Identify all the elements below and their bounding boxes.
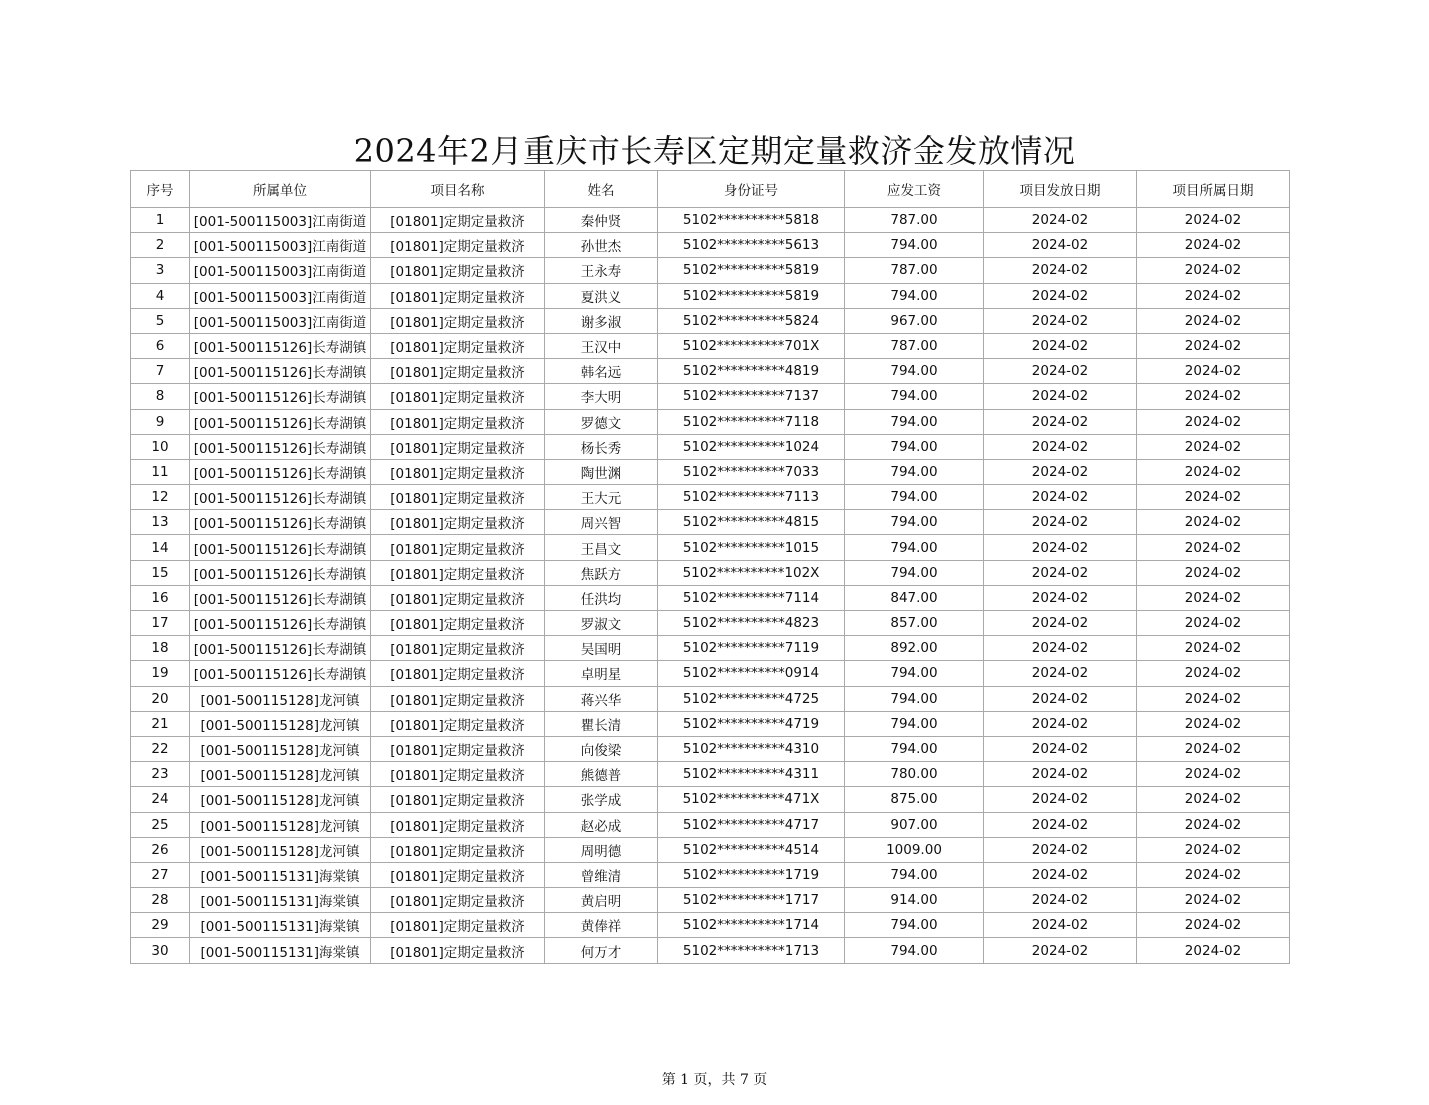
table-row	[131, 938, 1290, 963]
cell-payment-date: 2024-02	[984, 736, 1137, 761]
cell-serial-no: 12	[131, 485, 190, 510]
cell-id-number: 5102**********4311	[658, 762, 845, 787]
cell-unit: [001-500115126]长寿湖镇	[190, 510, 371, 535]
cell-payment-date: 2024-02	[984, 283, 1137, 308]
cell-serial-no: 21	[131, 711, 190, 736]
cell-unit: [001-500115126]长寿湖镇	[190, 333, 371, 358]
cell-payment-date: 2024-02	[984, 812, 1137, 837]
cell-serial-no: 5	[131, 308, 190, 333]
cell-unit: [001-500115128]龙河镇	[190, 762, 371, 787]
cell-payable-amount: 857.00	[845, 611, 984, 636]
cell-payable-amount: 847.00	[845, 585, 984, 610]
cell-unit: [001-500115126]长寿湖镇	[190, 661, 371, 686]
cell-project-name: [01801]定期定量救济	[371, 384, 545, 409]
cell-payment-date: 2024-02	[984, 913, 1137, 938]
cell-payable-amount: 794.00	[845, 510, 984, 535]
cell-serial-no: 9	[131, 409, 190, 434]
cell-name: 张学成	[545, 787, 658, 812]
cell-payment-date: 2024-02	[984, 661, 1137, 686]
cell-period-date: 2024-02	[1137, 258, 1290, 283]
cell-unit: [001-500115126]长寿湖镇	[190, 485, 371, 510]
cell-period-date: 2024-02	[1137, 661, 1290, 686]
cell-payable-amount: 907.00	[845, 812, 984, 837]
cell-unit: [001-500115131]海棠镇	[190, 913, 371, 938]
cell-period-date: 2024-02	[1137, 535, 1290, 560]
cell-id-number: 5102**********701X	[658, 333, 845, 358]
cell-name: 吴国明	[545, 636, 658, 661]
cell-payment-date: 2024-02	[984, 308, 1137, 333]
table-row	[131, 661, 1290, 686]
cell-payment-date: 2024-02	[984, 611, 1137, 636]
table-row	[131, 787, 1290, 812]
cell-payable-amount: 875.00	[845, 787, 984, 812]
cell-project-name: [01801]定期定量救济	[371, 812, 545, 837]
cell-payment-date: 2024-02	[984, 862, 1137, 887]
cell-payable-amount: 794.00	[845, 736, 984, 761]
cell-project-name: [01801]定期定量救济	[371, 535, 545, 560]
cell-period-date: 2024-02	[1137, 636, 1290, 661]
table-row	[131, 736, 1290, 761]
cell-period-date: 2024-02	[1137, 283, 1290, 308]
cell-name: 秦仲贤	[545, 208, 658, 233]
cell-name: 曾维清	[545, 862, 658, 887]
cell-project-name: [01801]定期定量救济	[371, 208, 545, 233]
cell-serial-no: 11	[131, 459, 190, 484]
cell-payable-amount: 787.00	[845, 258, 984, 283]
cell-name: 焦跃方	[545, 560, 658, 585]
cell-unit: [001-500115128]龙河镇	[190, 736, 371, 761]
cell-serial-no: 10	[131, 434, 190, 459]
cell-period-date: 2024-02	[1137, 938, 1290, 963]
table-row	[131, 686, 1290, 711]
table-row	[131, 434, 1290, 459]
cell-id-number: 5102**********1717	[658, 888, 845, 913]
cell-payable-amount: 892.00	[845, 636, 984, 661]
cell-name: 韩名远	[545, 359, 658, 384]
cell-serial-no: 13	[131, 510, 190, 535]
cell-unit: [001-500115126]长寿湖镇	[190, 459, 371, 484]
table-row	[131, 711, 1290, 736]
cell-project-name: [01801]定期定量救济	[371, 560, 545, 585]
cell-project-name: [01801]定期定量救济	[371, 888, 545, 913]
cell-id-number: 5102**********7137	[658, 384, 845, 409]
cell-id-number: 5102**********4819	[658, 359, 845, 384]
cell-payable-amount: 794.00	[845, 409, 984, 434]
cell-unit: [001-500115128]龙河镇	[190, 711, 371, 736]
cell-name: 谢多淑	[545, 308, 658, 333]
cell-name: 熊德普	[545, 762, 658, 787]
cell-serial-no: 26	[131, 837, 190, 862]
cell-payable-amount: 914.00	[845, 888, 984, 913]
table-row	[131, 837, 1290, 862]
cell-unit: [001-500115126]长寿湖镇	[190, 535, 371, 560]
cell-project-name: [01801]定期定量救济	[371, 686, 545, 711]
cell-id-number: 5102**********4823	[658, 611, 845, 636]
cell-project-name: [01801]定期定量救济	[371, 233, 545, 258]
cell-payable-amount: 794.00	[845, 485, 984, 510]
cell-payable-amount: 780.00	[845, 762, 984, 787]
cell-project-name: [01801]定期定量救济	[371, 459, 545, 484]
cell-project-name: [01801]定期定量救济	[371, 938, 545, 963]
cell-payable-amount: 794.00	[845, 661, 984, 686]
page-number: 第 1 页，共 7 页	[661, 1072, 768, 1088]
cell-payable-amount: 794.00	[845, 938, 984, 963]
cell-id-number: 5102**********4717	[658, 812, 845, 837]
cell-payment-date: 2024-02	[984, 359, 1137, 384]
cell-unit: [001-500115126]长寿湖镇	[190, 409, 371, 434]
cell-unit: [001-500115131]海棠镇	[190, 888, 371, 913]
table-row	[131, 384, 1290, 409]
cell-id-number: 5102**********7113	[658, 485, 845, 510]
table-row	[131, 283, 1290, 308]
table-row	[131, 560, 1290, 585]
cell-id-number: 5102**********5824	[658, 308, 845, 333]
cell-name: 瞿长清	[545, 711, 658, 736]
cell-id-number: 5102**********1024	[658, 434, 845, 459]
cell-name: 孙世杰	[545, 233, 658, 258]
cell-serial-no: 15	[131, 560, 190, 585]
table-header-row	[131, 171, 1290, 208]
cell-serial-no: 16	[131, 585, 190, 610]
cell-name: 杨长秀	[545, 434, 658, 459]
cell-period-date: 2024-02	[1137, 711, 1290, 736]
table-row	[131, 611, 1290, 636]
cell-name: 罗德文	[545, 409, 658, 434]
cell-id-number: 5102**********5819	[658, 283, 845, 308]
cell-project-name: [01801]定期定量救济	[371, 611, 545, 636]
cell-id-number: 5102**********1719	[658, 862, 845, 887]
cell-period-date: 2024-02	[1137, 736, 1290, 761]
cell-period-date: 2024-02	[1137, 585, 1290, 610]
cell-unit: [001-500115126]长寿湖镇	[190, 359, 371, 384]
cell-name: 蒋兴华	[545, 686, 658, 711]
table-row	[131, 888, 1290, 913]
cell-id-number: 5102**********0914	[658, 661, 845, 686]
cell-period-date: 2024-02	[1137, 913, 1290, 938]
cell-project-name: [01801]定期定量救济	[371, 359, 545, 384]
cell-period-date: 2024-02	[1137, 308, 1290, 333]
cell-period-date: 2024-02	[1137, 384, 1290, 409]
cell-period-date: 2024-02	[1137, 409, 1290, 434]
cell-serial-no: 27	[131, 862, 190, 887]
header-payable-amount: 应发工资	[845, 171, 984, 208]
cell-payable-amount: 794.00	[845, 711, 984, 736]
cell-id-number: 5102**********7119	[658, 636, 845, 661]
cell-payable-amount: 794.00	[845, 359, 984, 384]
cell-project-name: [01801]定期定量救济	[371, 736, 545, 761]
cell-name: 罗淑文	[545, 611, 658, 636]
cell-payment-date: 2024-02	[984, 938, 1137, 963]
cell-payment-date: 2024-02	[984, 711, 1137, 736]
cell-project-name: [01801]定期定量救济	[371, 636, 545, 661]
cell-serial-no: 30	[131, 938, 190, 963]
cell-id-number: 5102**********7033	[658, 459, 845, 484]
table-row	[131, 762, 1290, 787]
cell-name: 陶世渊	[545, 459, 658, 484]
cell-payment-date: 2024-02	[984, 208, 1137, 233]
cell-payment-date: 2024-02	[984, 535, 1137, 560]
cell-serial-no: 1	[131, 208, 190, 233]
cell-payment-date: 2024-02	[984, 409, 1137, 434]
cell-unit: [001-500115126]长寿湖镇	[190, 560, 371, 585]
cell-name: 赵必成	[545, 812, 658, 837]
cell-period-date: 2024-02	[1137, 333, 1290, 358]
cell-serial-no: 18	[131, 636, 190, 661]
cell-unit: [001-500115126]长寿湖镇	[190, 384, 371, 409]
cell-id-number: 5102**********4514	[658, 837, 845, 862]
cell-serial-no: 8	[131, 384, 190, 409]
table-row	[131, 409, 1290, 434]
relief-payment-table	[130, 170, 1290, 964]
cell-payment-date: 2024-02	[984, 787, 1137, 812]
cell-id-number: 5102**********7114	[658, 585, 845, 610]
cell-period-date: 2024-02	[1137, 560, 1290, 585]
cell-period-date: 2024-02	[1137, 459, 1290, 484]
cell-unit: [001-500115126]长寿湖镇	[190, 636, 371, 661]
cell-id-number: 5102**********7118	[658, 409, 845, 434]
cell-project-name: [01801]定期定量救济	[371, 585, 545, 610]
cell-id-number: 5102**********5819	[658, 258, 845, 283]
table-row	[131, 359, 1290, 384]
cell-project-name: [01801]定期定量救济	[371, 711, 545, 736]
cell-serial-no: 6	[131, 333, 190, 358]
cell-period-date: 2024-02	[1137, 208, 1290, 233]
cell-name: 王汉中	[545, 333, 658, 358]
cell-payable-amount: 794.00	[845, 862, 984, 887]
page-title: 2024年2月重庆市长寿区定期定量救济金发放情况	[353, 132, 1076, 170]
cell-payment-date: 2024-02	[984, 636, 1137, 661]
table-row	[131, 585, 1290, 610]
cell-unit: [001-500115128]龙河镇	[190, 686, 371, 711]
cell-period-date: 2024-02	[1137, 233, 1290, 258]
cell-period-date: 2024-02	[1137, 485, 1290, 510]
cell-serial-no: 29	[131, 913, 190, 938]
cell-payment-date: 2024-02	[984, 485, 1137, 510]
cell-payable-amount: 794.00	[845, 686, 984, 711]
cell-serial-no: 4	[131, 283, 190, 308]
cell-serial-no: 22	[131, 736, 190, 761]
cell-period-date: 2024-02	[1137, 686, 1290, 711]
cell-unit: [001-500115003]江南街道	[190, 308, 371, 333]
cell-serial-no: 24	[131, 787, 190, 812]
cell-unit: [001-500115126]长寿湖镇	[190, 585, 371, 610]
cell-period-date: 2024-02	[1137, 434, 1290, 459]
table-row	[131, 308, 1290, 333]
cell-payment-date: 2024-02	[984, 888, 1137, 913]
cell-project-name: [01801]定期定量救济	[371, 283, 545, 308]
cell-name: 李大明	[545, 384, 658, 409]
cell-project-name: [01801]定期定量救济	[371, 837, 545, 862]
cell-payment-date: 2024-02	[984, 333, 1137, 358]
cell-name: 卓明星	[545, 661, 658, 686]
cell-project-name: [01801]定期定量救济	[371, 409, 545, 434]
cell-period-date: 2024-02	[1137, 862, 1290, 887]
table-body	[131, 208, 1290, 964]
cell-unit: [001-500115131]海棠镇	[190, 862, 371, 887]
header-payment-date: 项目发放日期	[984, 171, 1137, 208]
cell-payable-amount: 794.00	[845, 434, 984, 459]
cell-payment-date: 2024-02	[984, 258, 1137, 283]
cell-payment-date: 2024-02	[984, 585, 1137, 610]
cell-payable-amount: 794.00	[845, 233, 984, 258]
cell-project-name: [01801]定期定量救济	[371, 913, 545, 938]
cell-name: 周兴智	[545, 510, 658, 535]
cell-serial-no: 7	[131, 359, 190, 384]
cell-project-name: [01801]定期定量救济	[371, 434, 545, 459]
cell-payment-date: 2024-02	[984, 837, 1137, 862]
cell-serial-no: 14	[131, 535, 190, 560]
cell-id-number: 5102**********5613	[658, 233, 845, 258]
cell-id-number: 5102**********1714	[658, 913, 845, 938]
header-period-date: 项目所属日期	[1137, 171, 1290, 208]
cell-id-number: 5102**********4310	[658, 736, 845, 761]
cell-name: 黄启明	[545, 888, 658, 913]
cell-name: 周明德	[545, 837, 658, 862]
cell-project-name: [01801]定期定量救济	[371, 787, 545, 812]
table-row	[131, 459, 1290, 484]
table-row	[131, 636, 1290, 661]
cell-payable-amount: 787.00	[845, 208, 984, 233]
cell-payable-amount: 787.00	[845, 333, 984, 358]
cell-period-date: 2024-02	[1137, 837, 1290, 862]
cell-project-name: [01801]定期定量救济	[371, 308, 545, 333]
cell-unit: [001-500115126]长寿湖镇	[190, 611, 371, 636]
cell-name: 王永寿	[545, 258, 658, 283]
cell-unit: [001-500115128]龙河镇	[190, 837, 371, 862]
cell-unit: [001-500115131]海棠镇	[190, 938, 371, 963]
cell-id-number: 5102**********4815	[658, 510, 845, 535]
cell-project-name: [01801]定期定量救济	[371, 485, 545, 510]
table-row	[131, 510, 1290, 535]
cell-id-number: 5102**********4725	[658, 686, 845, 711]
cell-period-date: 2024-02	[1137, 611, 1290, 636]
cell-period-date: 2024-02	[1137, 812, 1290, 837]
header-serial-no: 序号	[131, 171, 190, 208]
table-row	[131, 208, 1290, 233]
cell-payable-amount: 794.00	[845, 283, 984, 308]
cell-serial-no: 20	[131, 686, 190, 711]
cell-id-number: 5102**********102X	[658, 560, 845, 585]
cell-serial-no: 2	[131, 233, 190, 258]
cell-payment-date: 2024-02	[984, 560, 1137, 585]
cell-id-number: 5102**********5818	[658, 208, 845, 233]
cell-payment-date: 2024-02	[984, 762, 1137, 787]
cell-payment-date: 2024-02	[984, 459, 1137, 484]
cell-payment-date: 2024-02	[984, 233, 1137, 258]
cell-unit: [001-500115003]江南街道	[190, 233, 371, 258]
header-id-number: 身份证号	[658, 171, 845, 208]
cell-project-name: [01801]定期定量救济	[371, 510, 545, 535]
cell-payment-date: 2024-02	[984, 384, 1137, 409]
cell-unit: [001-500115003]江南街道	[190, 283, 371, 308]
cell-payment-date: 2024-02	[984, 686, 1137, 711]
cell-unit: [001-500115003]江南街道	[190, 208, 371, 233]
cell-serial-no: 17	[131, 611, 190, 636]
cell-project-name: [01801]定期定量救济	[371, 762, 545, 787]
cell-payment-date: 2024-02	[984, 434, 1137, 459]
cell-payable-amount: 794.00	[845, 913, 984, 938]
cell-name: 黄俸祥	[545, 913, 658, 938]
table-row	[131, 258, 1290, 283]
cell-name: 王昌文	[545, 535, 658, 560]
cell-unit: [001-500115126]长寿湖镇	[190, 434, 371, 459]
cell-unit: [001-500115128]龙河镇	[190, 812, 371, 837]
cell-payment-date: 2024-02	[984, 510, 1137, 535]
cell-name: 向俊梁	[545, 736, 658, 761]
cell-id-number: 5102**********1015	[658, 535, 845, 560]
cell-name: 何万才	[545, 938, 658, 963]
cell-id-number: 5102**********1713	[658, 938, 845, 963]
cell-name: 王大元	[545, 485, 658, 510]
cell-payable-amount: 1009.00	[845, 837, 984, 862]
cell-project-name: [01801]定期定量救济	[371, 862, 545, 887]
header-name: 姓名	[545, 171, 658, 208]
cell-id-number: 5102**********4719	[658, 711, 845, 736]
cell-project-name: [01801]定期定量救济	[371, 661, 545, 686]
cell-payable-amount: 794.00	[845, 384, 984, 409]
header-unit: 所属单位	[190, 171, 371, 208]
cell-unit: [001-500115003]江南街道	[190, 258, 371, 283]
table-row	[131, 485, 1290, 510]
table-row	[131, 233, 1290, 258]
cell-payable-amount: 794.00	[845, 459, 984, 484]
cell-payable-amount: 794.00	[845, 535, 984, 560]
cell-period-date: 2024-02	[1137, 787, 1290, 812]
cell-project-name: [01801]定期定量救济	[371, 258, 545, 283]
cell-period-date: 2024-02	[1137, 359, 1290, 384]
cell-serial-no: 19	[131, 661, 190, 686]
table-row	[131, 333, 1290, 358]
cell-payable-amount: 794.00	[845, 560, 984, 585]
cell-serial-no: 25	[131, 812, 190, 837]
cell-serial-no: 3	[131, 258, 190, 283]
cell-period-date: 2024-02	[1137, 510, 1290, 535]
cell-period-date: 2024-02	[1137, 888, 1290, 913]
table-row	[131, 913, 1290, 938]
cell-name: 夏洪义	[545, 283, 658, 308]
cell-period-date: 2024-02	[1137, 762, 1290, 787]
cell-name: 任洪均	[545, 585, 658, 610]
cell-serial-no: 28	[131, 888, 190, 913]
table-row	[131, 812, 1290, 837]
cell-payable-amount: 967.00	[845, 308, 984, 333]
cell-unit: [001-500115128]龙河镇	[190, 787, 371, 812]
cell-serial-no: 23	[131, 762, 190, 787]
header-project-name: 项目名称	[371, 171, 545, 208]
table-row	[131, 535, 1290, 560]
table-row	[131, 862, 1290, 887]
cell-project-name: [01801]定期定量救济	[371, 333, 545, 358]
cell-id-number: 5102**********471X	[658, 787, 845, 812]
